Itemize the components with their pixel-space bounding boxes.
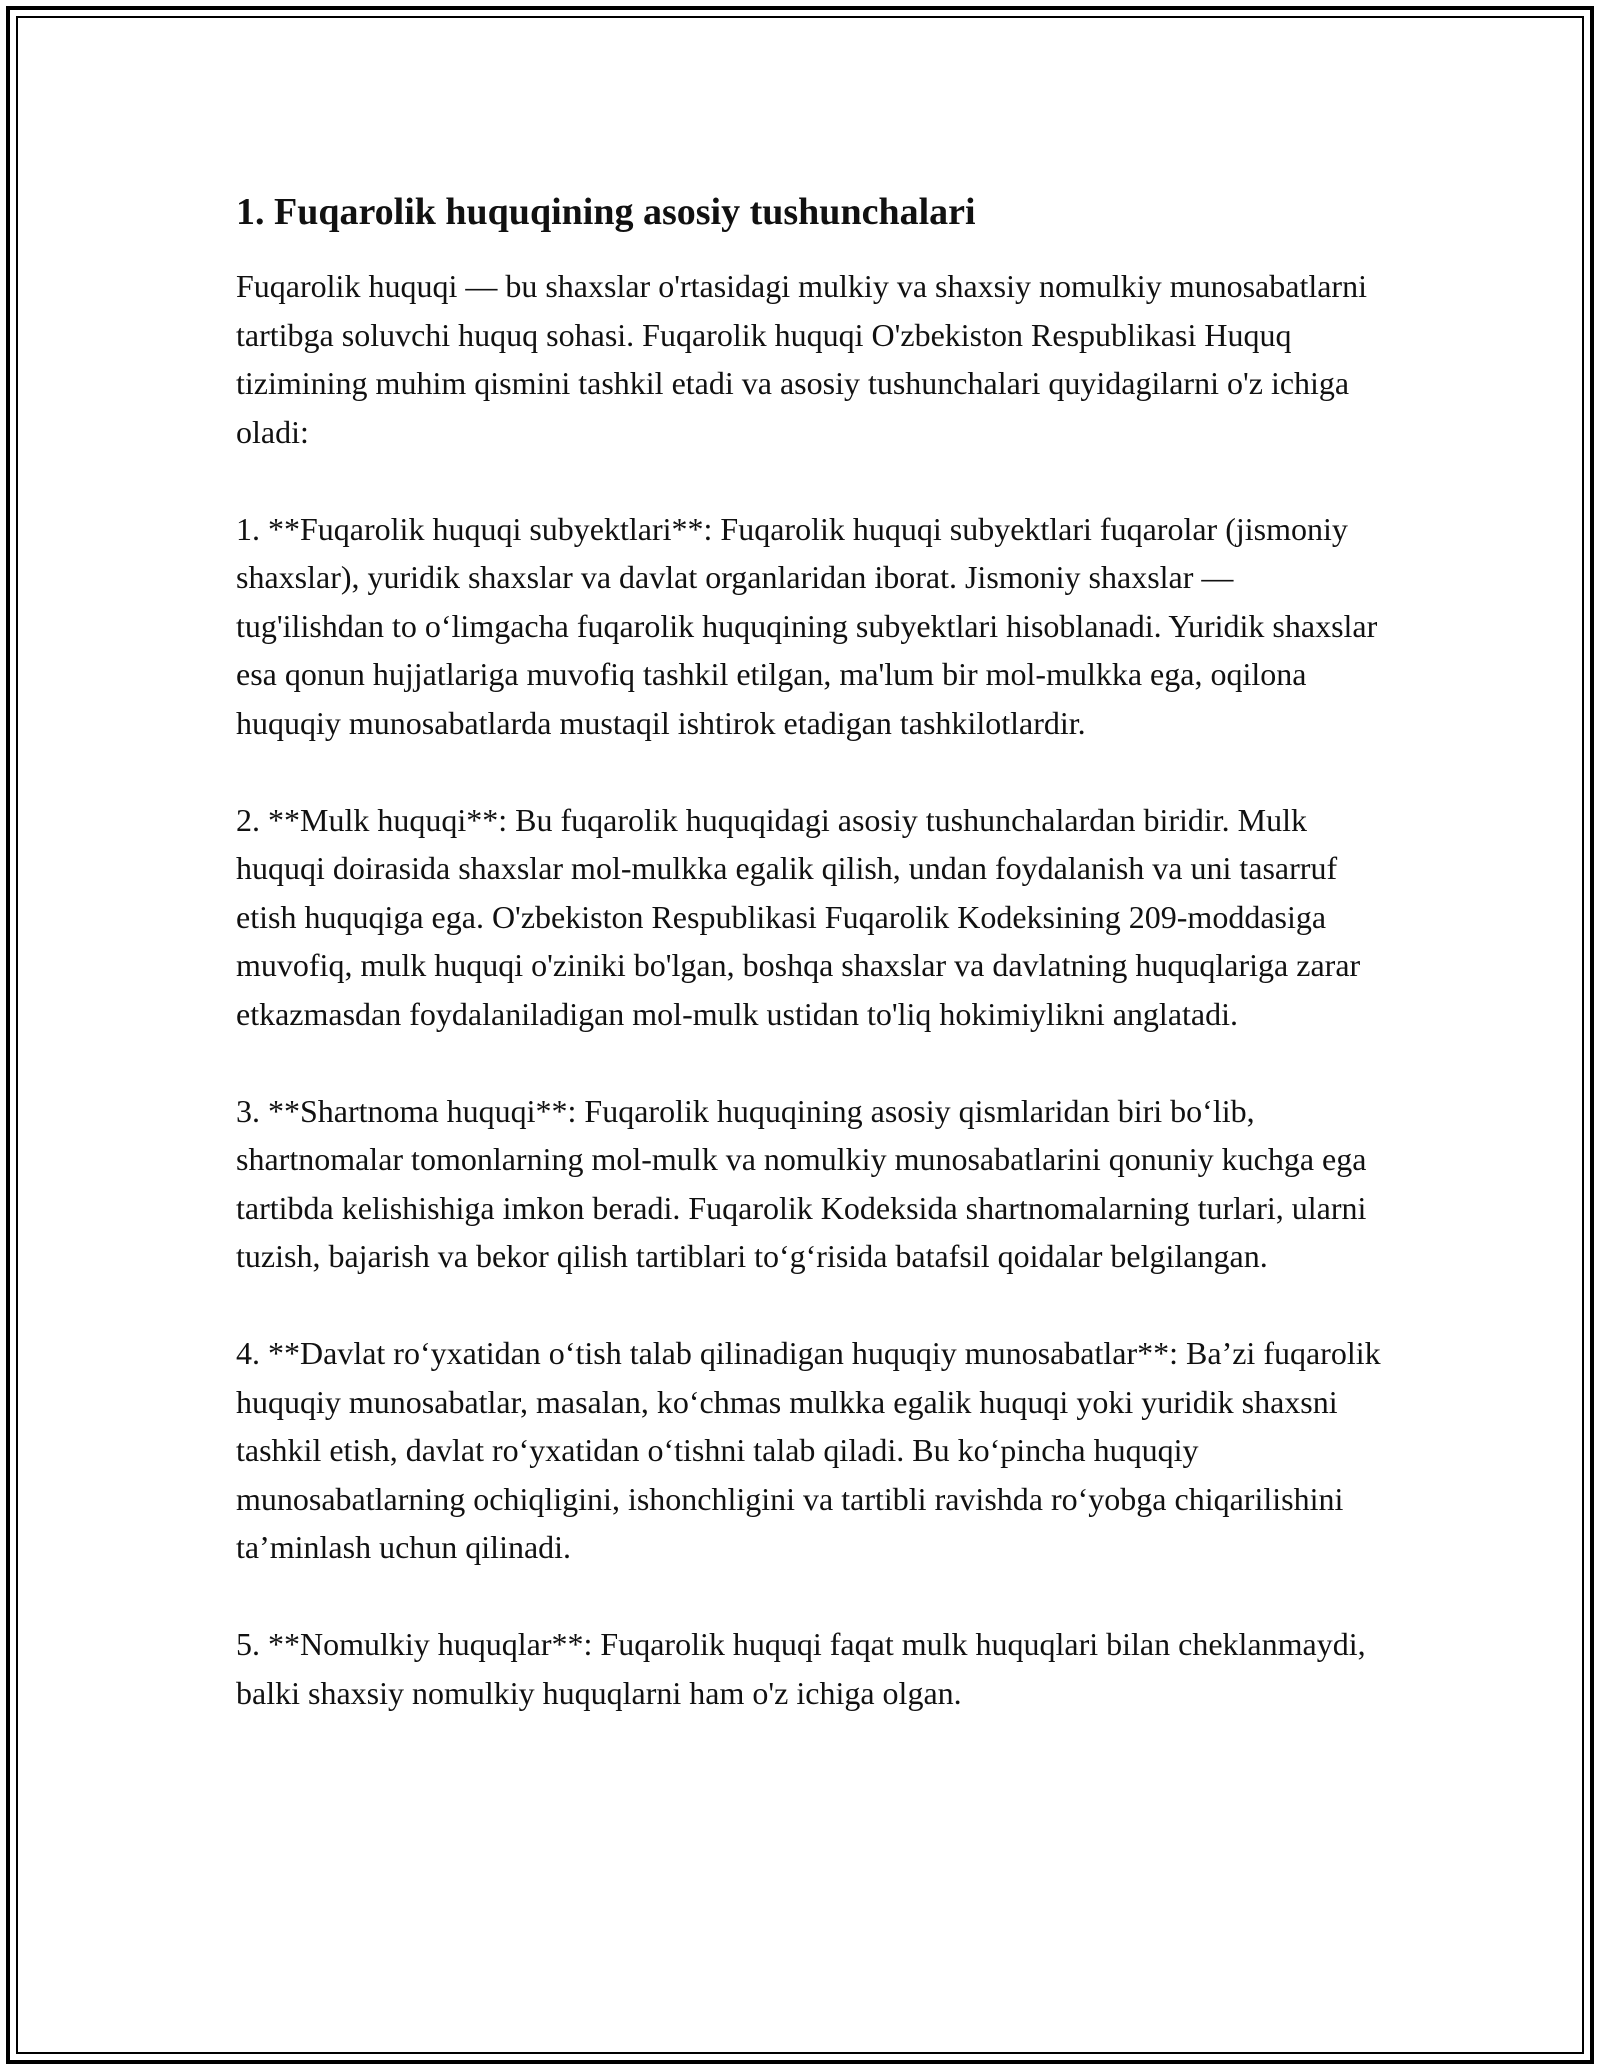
list-item-contract-law: 3. **Shartnoma huquqi**: Fuqarolik huquqining asosiy qismlaridan biri bo‘lib, shartnomalar tomonlarning mol-mulk va nomulkiy munosabatlarini qonuniy kuchga ega tartibda kelishishiga imkon beradi. Fuqarolik Kodeksida shartnomalarning turlari, ularni tuzish, bajarish va bekor qilish tartiblari to‘g‘risida batafsil qoidalar belgilangan. — [236, 1092, 1367, 1274]
list-item-state-registration: 4. **Davlat ro‘yxatidan o‘tish talab qilinadigan huquqiy munosabatlar**: Ba’zi fuqarolik huquqiy munosabatlar, masalan, ko‘chmas mulkka egalik huquqi yoki yuridik shaxsni tashkil etish, davlat ro‘yxatidan o‘tishni talab qiladi. Bu ko‘pincha huquqiy munosabatlarning ochiqligini, ishonchligini va tartibli ravishda ro‘yobga chiqarilishini ta’minlash uchun qilinadi. — [236, 1335, 1381, 1565]
document-body — [236, 188, 1386, 1766]
section-title: 1. Fuqarolik huquqining asosiy tushunchalari — [236, 191, 976, 233]
list-item-subjects: 1. **Fuqarolik huquqi subyektlari**: Fuqarolik huquqi subyektlari fuqarolar (jismoniy shaxslar), yuridik shaxslar va davlat organlaridan iborat. Jismoniy shaxslar — tug'ilishdan to o‘limgacha fuqarolik huquqining subyektlari hisoblanadi. Yuridik shaxslar esa qonun hujjatlariga muvofiq tashkil etilgan, ma'lum bir mol-mulkka ega, oqilona huquqiy munosabatlarda mustaqil ishtirok etadigan tashkilotlardir. — [236, 510, 1378, 741]
list-item-property-right: 2. **Mulk huquqi**: Bu fuqarolik huquqidagi asosiy tushunchalardan biridir. Mulk huquqi doirasida shaxslar mol-mulkka egalik qilish, undan foydalanish va uni tasarruf etish huquqiga ega. O'zbekiston Respublikasi Fuqarolik Kodeksining 209-moddasiga muvofiq, mulk huquqi o'ziniki bo'lgan, boshqa shaxslar va davlatning huquqlariga zarar etkazmasdan foydalaniladigan mol-mulk ustidan to'liq hokimiylikni anglatadi. — [236, 801, 1361, 1032]
intro-paragraph: Fuqarolik huquqi — bu shaxslar o'rtasidagi mulkiy va shaxsiy nomulkiy munosabatlarni tartibga soluvchi huquq sohasi. Fuqarolik huquqi O'zbekiston Respublikasi Huquq tizimining muhim qismini tashkil etadi va asosiy tushunchalari quyidagilarni o'z ichiga oladi: — [236, 268, 1367, 450]
list-item-non-property-rights: 5. **Nomulkiy huquqlar**: Fuqarolik huquqi faqat mulk huquqlari bilan cheklanmaydi, balki shaxsiy nomulkiy huquqlarni ham o'z ichiga olgan. — [236, 1626, 1366, 1711]
